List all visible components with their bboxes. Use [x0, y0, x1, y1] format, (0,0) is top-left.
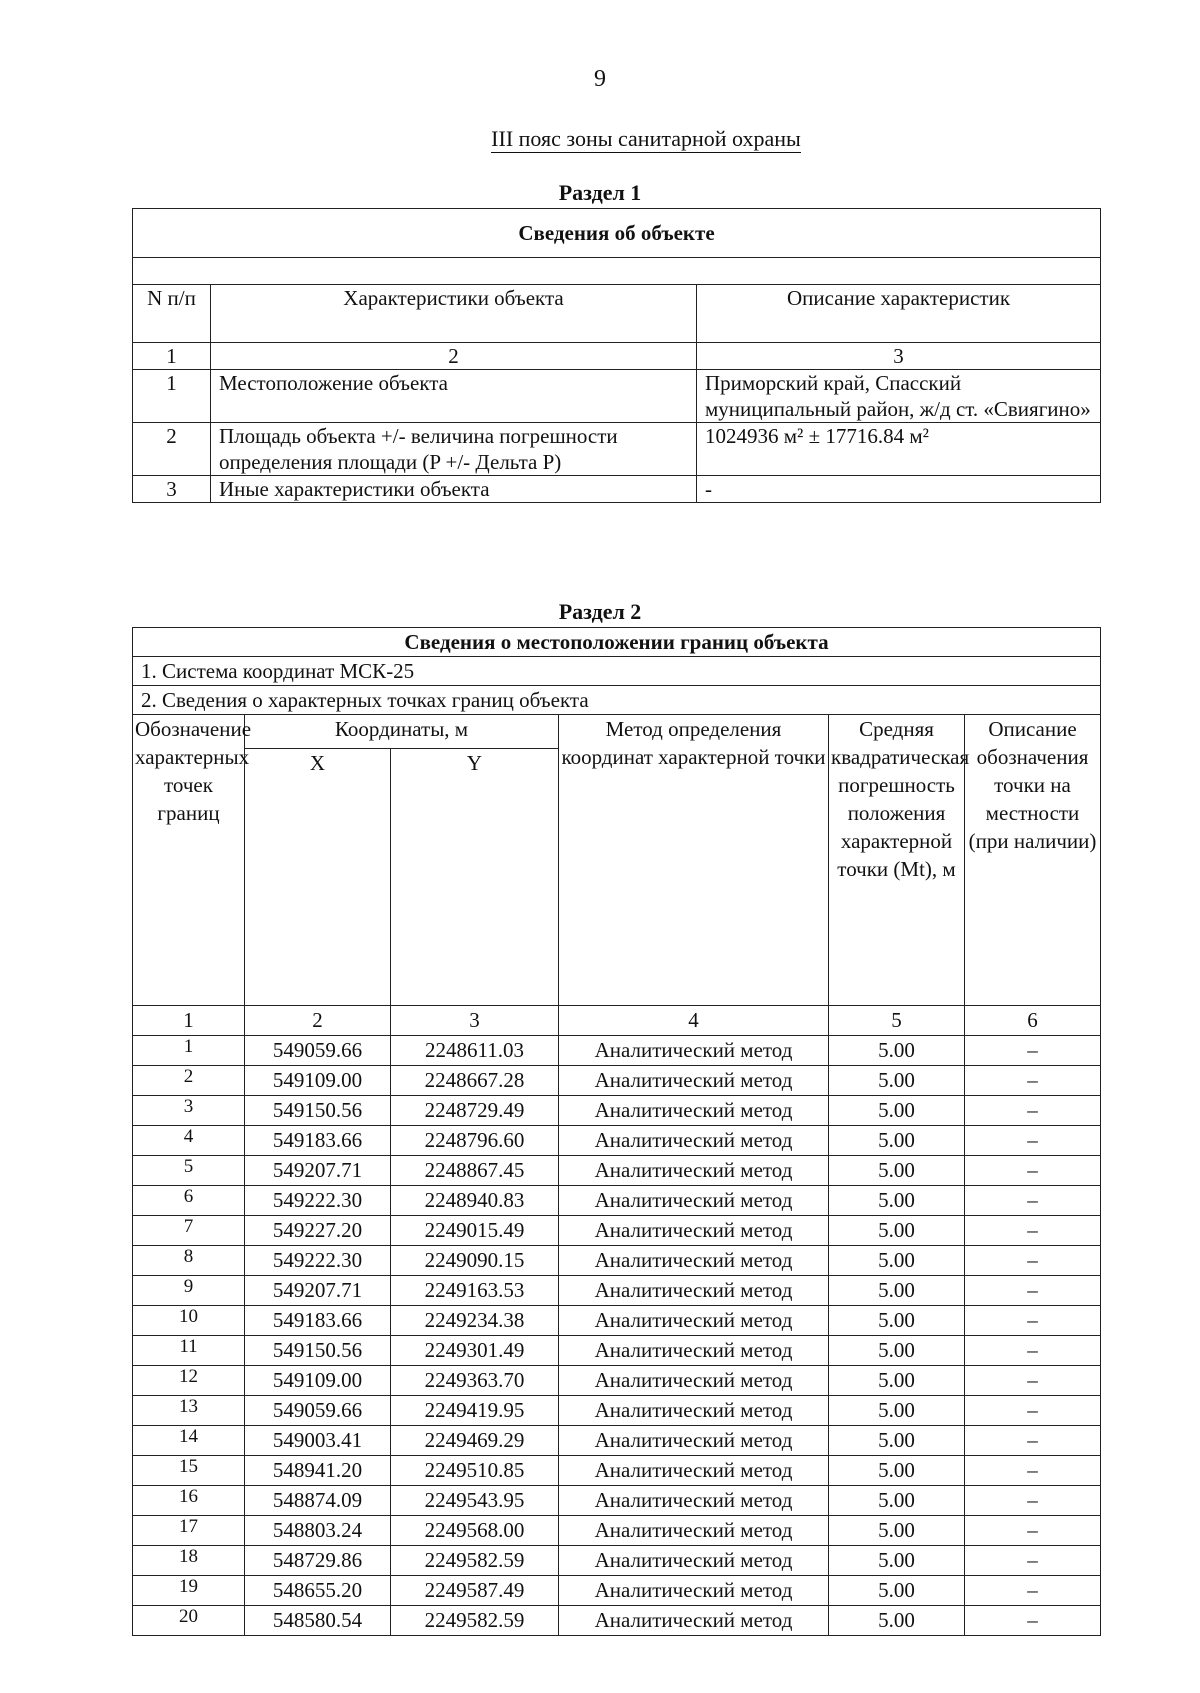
- row-characteristic: Площадь объекта +/- величина погрешности определения площади (P +/- Дельта P): [211, 423, 697, 476]
- point-description: –: [965, 1606, 1101, 1636]
- method: Аналитический метод: [559, 1336, 829, 1366]
- table-row: [133, 1606, 1101, 1636]
- coord-x: 548655.20: [245, 1576, 391, 1606]
- method: Аналитический метод: [559, 1456, 829, 1486]
- point-number: 18: [133, 1546, 245, 1576]
- coord-y: 2249510.85: [391, 1456, 559, 1486]
- section1-heading: Раздел 1: [558, 180, 642, 205]
- section1-col-name: Характеристики объекта: [211, 285, 697, 343]
- mt-value: 5.00: [829, 1336, 965, 1366]
- coord-y: 2249301.49: [391, 1336, 559, 1366]
- coord-y: 2249582.59: [391, 1606, 559, 1636]
- header-point: Обозначение характерных точек границ: [133, 715, 245, 1006]
- table-row: [133, 1486, 1101, 1516]
- table-row: [133, 1576, 1101, 1606]
- coord-y: 2248867.45: [391, 1156, 559, 1186]
- table-row: [133, 1096, 1101, 1126]
- method: Аналитический метод: [559, 1576, 829, 1606]
- table-row: [133, 423, 1101, 476]
- method: Аналитический метод: [559, 1216, 829, 1246]
- zone-title-text: III пояс зоны санитарной охраны: [491, 126, 801, 151]
- method: Аналитический метод: [559, 1186, 829, 1216]
- method: Аналитический метод: [559, 1126, 829, 1156]
- point-number: 6: [133, 1186, 245, 1216]
- method: Аналитический метод: [559, 1156, 829, 1186]
- point-description: –: [965, 1216, 1101, 1246]
- coord-y: 2249234.38: [391, 1306, 559, 1336]
- point-number: 4: [133, 1126, 245, 1156]
- row-description: 1024936 м² ± 17716.84 м²: [697, 423, 1101, 476]
- coord-x: 548941.20: [245, 1456, 391, 1486]
- method: Аналитический метод: [559, 1276, 829, 1306]
- coord-y: 2249363.70: [391, 1366, 559, 1396]
- method: Аналитический метод: [559, 1366, 829, 1396]
- section1-colnum: 2: [211, 343, 697, 370]
- zone-title: [0, 126, 1200, 152]
- point-number: 2: [133, 1066, 245, 1096]
- table-row: [133, 1156, 1101, 1186]
- section2-colnum: 2: [245, 1006, 391, 1036]
- point-number: 5: [133, 1156, 245, 1186]
- section2-table-title: Сведения о местоположении границ объекта: [133, 628, 1101, 657]
- point-description: –: [965, 1426, 1101, 1456]
- table-row: [133, 1306, 1101, 1336]
- point-number: 3: [133, 1096, 245, 1126]
- table-row: [133, 1036, 1101, 1066]
- section2-colnum: 5: [829, 1006, 965, 1036]
- section2-colnum: 4: [559, 1006, 829, 1036]
- mt-value: 5.00: [829, 1186, 965, 1216]
- table-row: [133, 370, 1101, 423]
- header-y: Y: [391, 749, 559, 1006]
- point-number: 13: [133, 1396, 245, 1426]
- mt-value: 5.00: [829, 1156, 965, 1186]
- row-number: 3: [133, 476, 211, 503]
- row-characteristic: Местоположение объекта: [211, 370, 697, 423]
- section2-heading: Раздел 2: [558, 599, 642, 624]
- mt-value: 5.00: [829, 1066, 965, 1096]
- coord-x: 549150.56: [245, 1336, 391, 1366]
- point-description: –: [965, 1186, 1101, 1216]
- table-row: [133, 1546, 1101, 1576]
- coord-x: 549207.71: [245, 1156, 391, 1186]
- method: Аналитический метод: [559, 1036, 829, 1066]
- coord-y: 2249419.95: [391, 1396, 559, 1426]
- coord-y: 2248667.28: [391, 1066, 559, 1096]
- point-description: –: [965, 1066, 1101, 1096]
- method: Аналитический метод: [559, 1246, 829, 1276]
- mt-value: 5.00: [829, 1036, 965, 1066]
- header-method: Метод определения координат характерной точки: [559, 715, 829, 1006]
- point-description: –: [965, 1156, 1101, 1186]
- row-characteristic: Иные характеристики объекта: [211, 476, 697, 503]
- section1-col-value: Описание характеристик: [697, 285, 1101, 343]
- section1-table: [132, 208, 1101, 503]
- point-number: 7: [133, 1216, 245, 1246]
- coord-system: 1. Система координат МСК-25: [133, 657, 1101, 686]
- header-description: Описание обозначения точки на местности (при наличии): [965, 715, 1101, 1006]
- section1-table-title: Сведения об объекте: [133, 209, 1101, 258]
- method: Аналитический метод: [559, 1396, 829, 1426]
- section2-colnum: 1: [133, 1006, 245, 1036]
- table-row: [133, 1126, 1101, 1156]
- point-description: –: [965, 1096, 1101, 1126]
- point-description: –: [965, 1036, 1101, 1066]
- point-number: 14: [133, 1426, 245, 1456]
- coord-y: 2248796.60: [391, 1126, 559, 1156]
- mt-value: 5.00: [829, 1396, 965, 1426]
- table-row: [133, 1516, 1101, 1546]
- method: Аналитический метод: [559, 1486, 829, 1516]
- method: Аналитический метод: [559, 1306, 829, 1336]
- section1-blank-row: [133, 258, 1101, 285]
- mt-value: 5.00: [829, 1276, 965, 1306]
- coord-y: 2249090.15: [391, 1246, 559, 1276]
- point-rows: [133, 1036, 1101, 1636]
- coord-x: 549222.30: [245, 1186, 391, 1216]
- coord-x: 548874.09: [245, 1486, 391, 1516]
- method: Аналитический метод: [559, 1606, 829, 1636]
- point-number: 15: [133, 1456, 245, 1486]
- point-description: –: [965, 1126, 1101, 1156]
- mt-value: 5.00: [829, 1546, 965, 1576]
- point-description: –: [965, 1546, 1101, 1576]
- point-description: –: [965, 1486, 1101, 1516]
- point-number: 16: [133, 1486, 245, 1516]
- point-number: 9: [133, 1276, 245, 1306]
- table-row: [133, 476, 1101, 503]
- mt-value: 5.00: [829, 1516, 965, 1546]
- point-number: 8: [133, 1246, 245, 1276]
- coord-x: 549059.66: [245, 1036, 391, 1066]
- header-x: X: [245, 749, 391, 1006]
- mt-value: 5.00: [829, 1366, 965, 1396]
- row-number: 1: [133, 370, 211, 423]
- point-number: 19: [133, 1576, 245, 1606]
- mt-value: 5.00: [829, 1096, 965, 1126]
- coord-y: 2248729.49: [391, 1096, 559, 1126]
- page-number: 9: [594, 66, 606, 92]
- coord-x: 549207.71: [245, 1276, 391, 1306]
- table-row: [133, 1186, 1101, 1216]
- mt-value: 5.00: [829, 1426, 965, 1456]
- mt-value: 5.00: [829, 1306, 965, 1336]
- row-description: -: [697, 476, 1101, 503]
- coord-x: 549227.20: [245, 1216, 391, 1246]
- point-number: 11: [133, 1336, 245, 1366]
- header-error: Средняя квадратическая погрешность положения характерной точки (Mt), м: [829, 715, 965, 1006]
- coord-x: 548580.54: [245, 1606, 391, 1636]
- table-row: [133, 1426, 1101, 1456]
- table-row: [133, 1456, 1101, 1486]
- coord-x: 548729.86: [245, 1546, 391, 1576]
- mt-value: 5.00: [829, 1126, 965, 1156]
- point-number: 20: [133, 1606, 245, 1636]
- point-number: 12: [133, 1366, 245, 1396]
- coord-y: 2248611.03: [391, 1036, 559, 1066]
- mt-value: 5.00: [829, 1606, 965, 1636]
- point-number: 10: [133, 1306, 245, 1336]
- method: Аналитический метод: [559, 1546, 829, 1576]
- coord-y: 2249163.53: [391, 1276, 559, 1306]
- mt-value: 5.00: [829, 1246, 965, 1276]
- point-description: –: [965, 1276, 1101, 1306]
- method: Аналитический метод: [559, 1066, 829, 1096]
- coord-x: 549150.56: [245, 1096, 391, 1126]
- mt-value: 5.00: [829, 1456, 965, 1486]
- header-coords: Координаты, м: [245, 715, 559, 749]
- table-row: [133, 1396, 1101, 1426]
- coord-x: 549059.66: [245, 1396, 391, 1426]
- row-number: 2: [133, 423, 211, 476]
- point-description: –: [965, 1246, 1101, 1276]
- table-row: [133, 1066, 1101, 1096]
- method: Аналитический метод: [559, 1426, 829, 1456]
- coord-x: 549003.41: [245, 1426, 391, 1456]
- section1-col-n: N п/п: [133, 285, 211, 343]
- table-row: [133, 1276, 1101, 1306]
- table-row: [133, 1336, 1101, 1366]
- row-description: Приморский край, Спасский муниципальный район, ж/д ст. «Свиягино»: [697, 370, 1101, 423]
- coord-y: 2249015.49: [391, 1216, 559, 1246]
- section2-table: [132, 627, 1101, 1636]
- point-description: –: [965, 1306, 1101, 1336]
- coord-x: 549183.66: [245, 1306, 391, 1336]
- coord-x: 548803.24: [245, 1516, 391, 1546]
- method: Аналитический метод: [559, 1516, 829, 1546]
- mt-value: 5.00: [829, 1486, 965, 1516]
- point-number: 17: [133, 1516, 245, 1546]
- points-title: 2. Сведения о характерных точках границ объекта: [133, 686, 1101, 715]
- coord-x: 549183.66: [245, 1126, 391, 1156]
- method: Аналитический метод: [559, 1096, 829, 1126]
- table-row: [133, 1366, 1101, 1396]
- mt-value: 5.00: [829, 1216, 965, 1246]
- mt-value: 5.00: [829, 1576, 965, 1606]
- coord-y: 2249543.95: [391, 1486, 559, 1516]
- section1-colnum: 1: [133, 343, 211, 370]
- point-description: –: [965, 1396, 1101, 1426]
- point-description: –: [965, 1366, 1101, 1396]
- point-description: –: [965, 1456, 1101, 1486]
- point-description: –: [965, 1576, 1101, 1606]
- coord-y: 2249568.00: [391, 1516, 559, 1546]
- coord-x: 549109.00: [245, 1366, 391, 1396]
- point-description: –: [965, 1336, 1101, 1366]
- coord-y: 2249469.29: [391, 1426, 559, 1456]
- point-number: 1: [133, 1036, 245, 1066]
- coord-x: 549109.00: [245, 1066, 391, 1096]
- coord-y: 2248940.83: [391, 1186, 559, 1216]
- table-row: [133, 1246, 1101, 1276]
- section1-colnum: 3: [697, 343, 1101, 370]
- table-row: [133, 1216, 1101, 1246]
- section2-colnum: 3: [391, 1006, 559, 1036]
- coord-x: 549222.30: [245, 1246, 391, 1276]
- coord-y: 2249582.59: [391, 1546, 559, 1576]
- point-description: –: [965, 1516, 1101, 1546]
- section2-colnum: 6: [965, 1006, 1101, 1036]
- coord-y: 2249587.49: [391, 1576, 559, 1606]
